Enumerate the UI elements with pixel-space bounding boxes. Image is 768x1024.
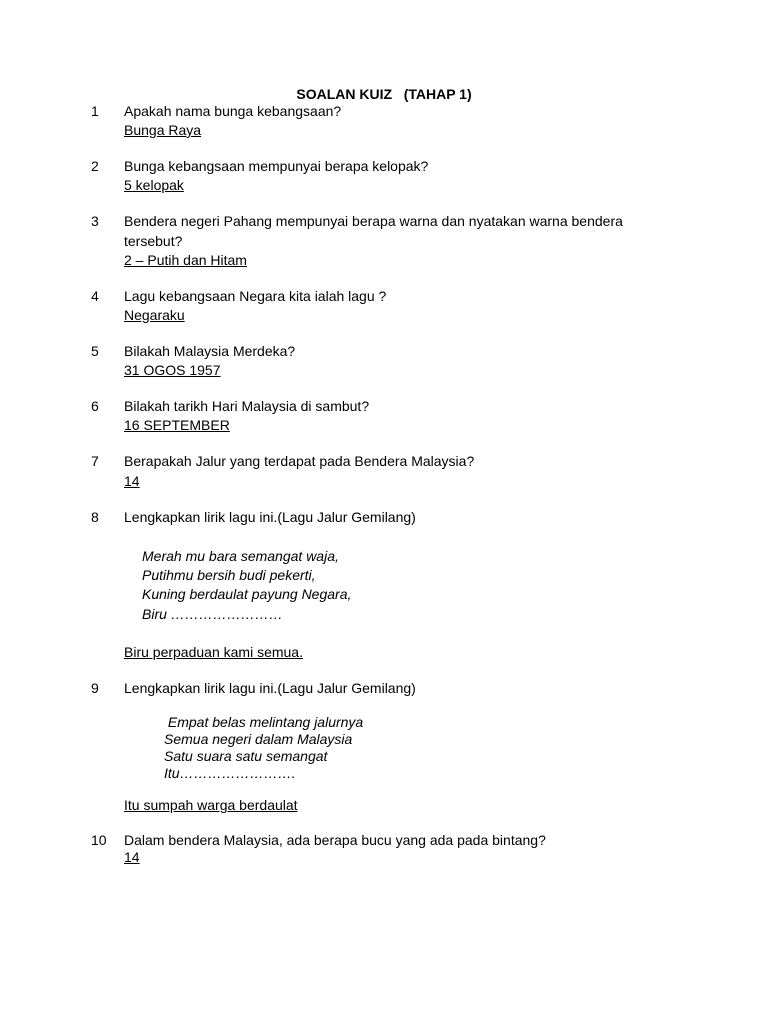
question-text: Lagu kebangsaan Negara kita ialah lagu ? xyxy=(124,288,387,304)
page-title-text: SOALAN KUIZ (TAHAP 1) xyxy=(296,86,472,102)
answer-text: 14 xyxy=(124,473,140,489)
question-number: 10 xyxy=(91,832,107,848)
lyric-line: Biru …………………… xyxy=(142,606,283,622)
answer-text: Bunga Raya xyxy=(124,122,202,138)
lyric-line: Semua negeri dalam Malaysia xyxy=(164,731,353,747)
question-number: 1 xyxy=(91,103,99,119)
lyric-line: Merah mu bara semangat waja, xyxy=(142,548,339,564)
question-text: Bilakah Malaysia Merdeka? xyxy=(124,343,296,359)
page-title xyxy=(0,86,768,102)
answer-text: 14 xyxy=(124,849,140,865)
answer-text: 31 OGOS 1957 xyxy=(124,362,221,378)
question-number: 4 xyxy=(91,288,99,304)
question-text: Lengkapkan lirik lagu ini.(Lagu Jalur Gemilang) xyxy=(124,680,416,696)
question-text: Berapakah Jalur yang terdapat pada Bendera Malaysia? xyxy=(124,453,475,469)
answer-text: 16 SEPTEMBER xyxy=(124,417,230,433)
answer-text: 2 – Putih dan Hitam xyxy=(124,252,247,268)
lyric-line: Satu suara satu semangat xyxy=(164,748,328,764)
question-number: 2 xyxy=(91,158,99,174)
question-text: Dalam bendera Malaysia, ada berapa bucu yang ada pada bintang? xyxy=(124,832,546,848)
question-number: 5 xyxy=(91,343,99,359)
question-text: Bilakah tarikh Hari Malaysia di sambut? xyxy=(124,398,370,414)
question-text: Bunga kebangsaan mempunyai berapa kelopak? xyxy=(124,158,429,174)
question-text: Apakah nama bunga kebangsaan? xyxy=(124,103,342,119)
answer-text: Negaraku xyxy=(124,307,185,323)
lyric-line: Putihmu bersih budi pekerti, xyxy=(142,567,316,583)
lyric-line: Kuning berdaulat payung Negara, xyxy=(142,586,352,602)
question-text: Lengkapkan lirik lagu ini.(Lagu Jalur Gemilang) xyxy=(124,509,416,525)
question-number: 3 xyxy=(91,213,99,229)
question-text-line1: Bendera negeri Pahang mempunyai berapa warna dan nyatakan warna bendera xyxy=(124,213,623,229)
question-text-line2: tersebut? xyxy=(124,233,183,249)
lyric-line: Itu……………………. xyxy=(164,765,296,781)
lyric-line: Empat belas melintang jalurnya xyxy=(164,714,364,730)
answer-text: 5 kelopak xyxy=(124,177,184,193)
answer-text: Biru perpaduan kami semua. xyxy=(124,644,303,660)
question-number: 9 xyxy=(91,680,99,696)
question-number: 8 xyxy=(91,509,99,525)
question-number: 6 xyxy=(91,398,99,414)
question-number: 7 xyxy=(91,453,99,469)
answer-text: Itu sumpah warga berdaulat xyxy=(124,797,298,813)
